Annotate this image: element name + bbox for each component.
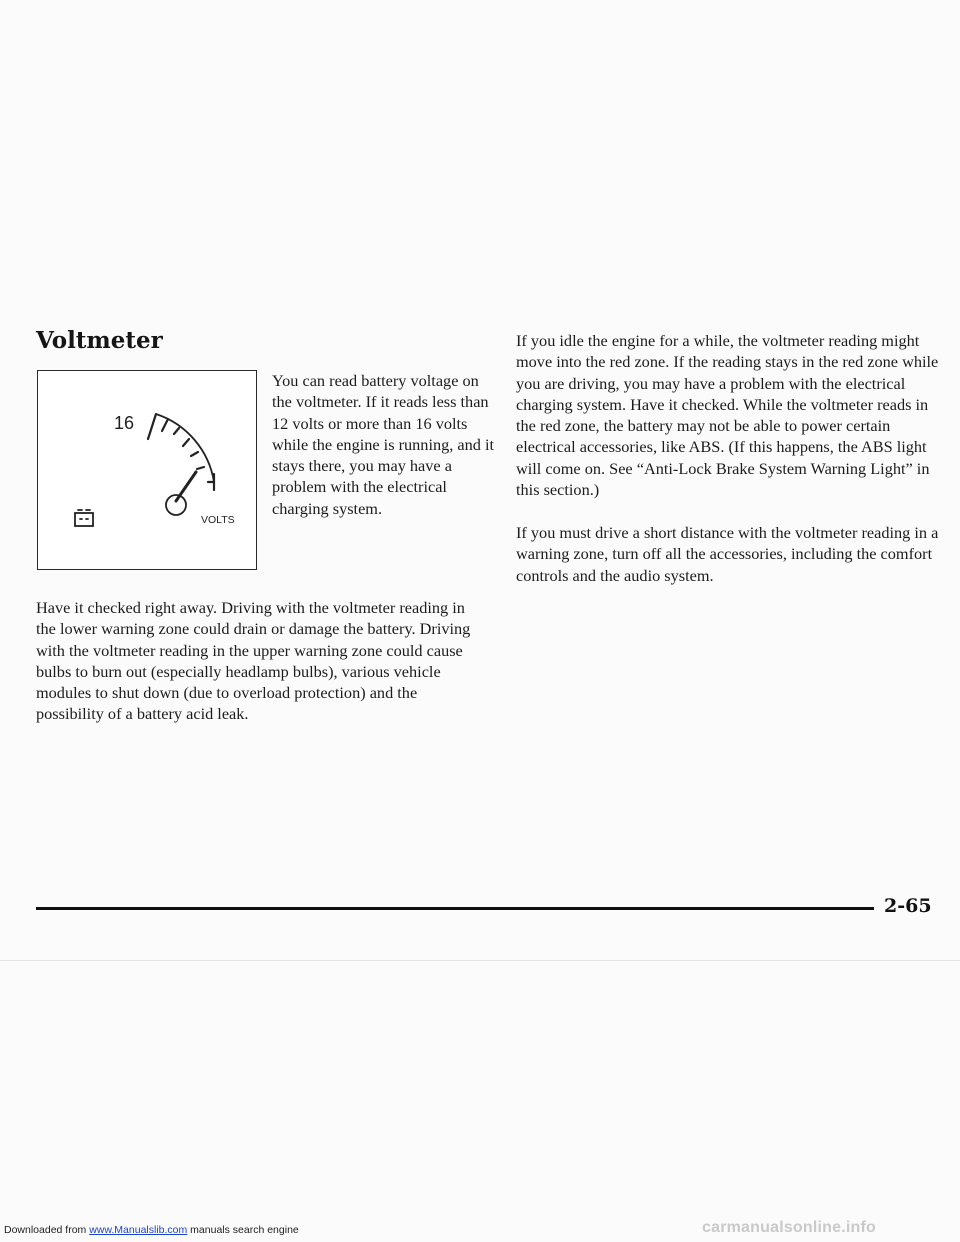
watermark: carmanualsonline.info [702, 1219, 877, 1236]
paragraph-drive-short: If you must drive a short distance with the voltmeter reading in a warning zone, turn off all the accessories, including the comfort controls and the audio system. [516, 523, 939, 585]
download-suffix: manuals search engine [187, 1224, 299, 1236]
gauge-unit-label: VOLTS [201, 514, 235, 526]
gauge-tick [174, 428, 179, 434]
gauge-tick [148, 414, 156, 439]
footer-rule [36, 907, 874, 910]
page-title: Voltmeter [36, 327, 163, 354]
download-notice [4, 1224, 299, 1236]
gauge-hub [166, 495, 186, 515]
gauge-tick [162, 419, 168, 431]
battery-icon [75, 510, 93, 526]
paragraph-have-checked: Have it checked right away. Driving with the voltmeter reading in the lower warning zone could drain or damage the battery. Driving with the voltmeter reading in the upper warning zone could cause bulbs to burn out (especially headlamp bulbs), various vehicle modules to shut down (due to overload protection) and the possibility of a battery acid leak. [36, 598, 471, 724]
page-edge-line [0, 960, 960, 961]
gauge-tick [191, 452, 198, 456]
page-number: 2-65 [884, 895, 932, 917]
voltmeter-gauge-icon [38, 371, 258, 571]
download-prefix: Downloaded from [4, 1224, 90, 1236]
gauge-tick [183, 439, 189, 446]
gauge-tick [197, 467, 204, 469]
paragraph-idle: If you idle the engine for a while, the voltmeter reading might move into the red zone. If the reading stays in the red zone while you are driving, you may have a problem with the electrical charging system. Have it checked. While the voltmeter reads in the red zone, the battery may not be able to power certain electrical accessories, like ABS. (If this happens, the ABS light will come on. See “Anti-Lock Brake System Warning Light” in this section.) [516, 331, 939, 500]
manualslib-link[interactable]: www.Manualslib.com [89, 1224, 188, 1236]
gauge-needle [176, 472, 196, 501]
paragraph-intro: You can read battery voltage on the voltmeter. If it reads less than 12 volts or more than 16 volts while the engine is running, and it stays there, you may have a problem with the electrical charging system. [272, 371, 495, 518]
gauge-scale-label: 16 [114, 413, 135, 433]
voltmeter-illustration [37, 370, 257, 570]
